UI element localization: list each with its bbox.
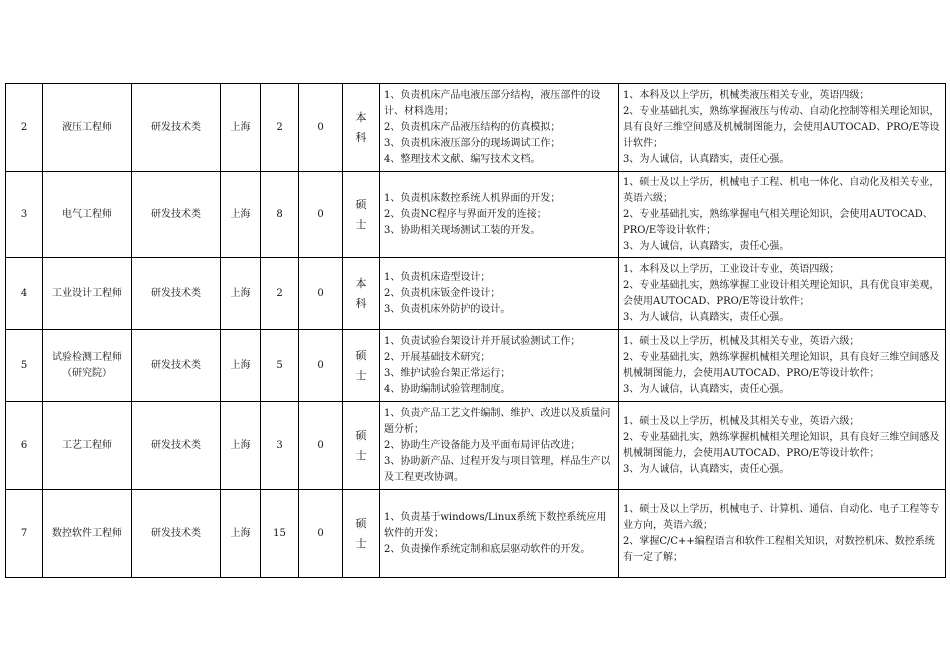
duty-item: 1、负责基于windows/Linux系统下数控系统应用软件的开发； xyxy=(384,511,607,539)
job-title: 工业设计工程师 xyxy=(52,287,122,299)
table-row xyxy=(6,330,946,402)
duty-item: 2、负责NC程序与界面开发的连接； xyxy=(384,208,547,220)
requirements-cell xyxy=(619,490,946,578)
education-cell xyxy=(343,490,380,578)
requirement-item: 3、为人诚信，认真踏实，责任心强。 xyxy=(623,463,790,475)
job-title: 试验检测工程师 xyxy=(52,351,122,363)
requirement-item: 3、为人诚信，认真踏实，责任心强。 xyxy=(623,153,790,165)
duty-item: 1、负责机床造型设计； xyxy=(384,271,491,283)
education-cell xyxy=(343,330,380,402)
education-level: 硕士 xyxy=(355,348,367,382)
duty-item: 3、维护试验台架正常运行； xyxy=(384,367,511,379)
requirements-cell xyxy=(619,172,946,258)
row-number: 7 xyxy=(6,490,43,578)
education-cell xyxy=(343,258,380,330)
requirement-item: 1、硕士及以上学历，机械电子、计算机、通信、自动化、电子工程等专业方向，英语六级； xyxy=(623,503,940,531)
requirement-item: 1、硕士及以上学历，机械及其相关专业，英语六级； xyxy=(623,335,860,347)
duty-item: 1、负责产品工艺文件编制、维护、改进以及质量问题分析； xyxy=(384,407,611,435)
headcount: 2 xyxy=(261,258,299,330)
requirement-item: 2、专业基础扎实，熟练掌握液压与传动、自动化控制等相关理论知识，具有良好三维空间感及机械制图能力，会使用AUTOCAD、PRO/E等设计软件； xyxy=(623,105,940,149)
job-location: 上海 xyxy=(221,84,261,172)
row-number: 3 xyxy=(6,172,43,258)
job-title-cell xyxy=(43,330,132,402)
job-title-cell xyxy=(43,172,132,258)
duties-cell xyxy=(380,84,619,172)
job-category: 研发技术类 xyxy=(132,402,221,490)
job-category: 研发技术类 xyxy=(132,330,221,402)
duty-item: 2、负责机床钣金件设计； xyxy=(384,287,501,299)
job-title: 数控软件工程师 xyxy=(52,527,122,539)
job-category: 研发技术类 xyxy=(132,172,221,258)
row-number: 4 xyxy=(6,258,43,330)
job-title-cell xyxy=(43,258,132,330)
job-category: 研发技术类 xyxy=(132,490,221,578)
job-title-note: （研究院） xyxy=(62,367,112,379)
job-location: 上海 xyxy=(221,172,261,258)
education-level: 硕士 xyxy=(355,197,367,231)
duty-item: 3、负责机床液压部分的现场调试工作； xyxy=(384,137,561,149)
table-row xyxy=(6,402,946,490)
job-category: 研发技术类 xyxy=(132,258,221,330)
extra-count: 0 xyxy=(299,402,343,490)
duty-item: 3、协助新产品、过程开发与项目管理，样品生产以及工程更改协调。 xyxy=(384,455,611,483)
job-title: 液压工程师 xyxy=(62,121,112,133)
duty-item: 1、负责机床数控系统人机界面的开发； xyxy=(384,192,561,204)
education-cell xyxy=(343,84,380,172)
duties-cell xyxy=(380,490,619,578)
requirements-cell xyxy=(619,402,946,490)
requirement-item: 1、本科及以上学历，工业设计专业，英语四级； xyxy=(623,263,840,275)
row-number: 6 xyxy=(6,402,43,490)
education-level: 本科 xyxy=(355,276,367,310)
duty-item: 4、协助编制试验管理制度。 xyxy=(384,383,511,395)
requirement-item: 3、为人诚信，认真踏实，责任心强。 xyxy=(623,383,790,395)
duties-cell xyxy=(380,330,619,402)
requirement-item: 1、硕士及以上学历，机械及其相关专业，英语六级； xyxy=(623,415,860,427)
job-category: 研发技术类 xyxy=(132,84,221,172)
headcount: 5 xyxy=(261,330,299,402)
extra-count: 0 xyxy=(299,490,343,578)
requirement-item: 2、掌握C/C++编程语言和软件工程相关知识，对数控机床、数控系统有一定了解； xyxy=(623,535,935,563)
headcount: 8 xyxy=(261,172,299,258)
requirement-item: 3、为人诚信，认真踏实，责任心强。 xyxy=(623,240,790,252)
education-cell xyxy=(343,172,380,258)
extra-count: 0 xyxy=(299,330,343,402)
extra-count: 0 xyxy=(299,84,343,172)
requirements-cell xyxy=(619,330,946,402)
job-table xyxy=(5,83,946,578)
job-location: 上海 xyxy=(221,490,261,578)
table-row xyxy=(6,258,946,330)
job-location: 上海 xyxy=(221,258,261,330)
duty-item: 1、负责试验台架设计并开展试验测试工作； xyxy=(384,335,581,347)
row-number: 5 xyxy=(6,330,43,402)
education-cell xyxy=(343,402,380,490)
requirement-item: 3、为人诚信，认真踏实，责任心强。 xyxy=(623,311,790,323)
requirements-cell xyxy=(619,258,946,330)
education-level: 本科 xyxy=(355,110,367,144)
requirement-item: 1、本科及以上学历，机械类液压相关专业，英语四级； xyxy=(623,89,870,101)
duty-item: 3、协助相关现场测试工装的开发。 xyxy=(384,224,541,236)
table-row xyxy=(6,490,946,578)
extra-count: 0 xyxy=(299,258,343,330)
job-location: 上海 xyxy=(221,330,261,402)
headcount: 2 xyxy=(261,84,299,172)
requirement-item: 2、专业基础扎实，熟练掌握工业设计相关理论知识，具有优良审美观，会使用AUTOCAD、PRO/E等设计软件； xyxy=(623,279,940,307)
job-title: 电气工程师 xyxy=(62,208,112,220)
duties-cell xyxy=(380,402,619,490)
extra-count: 0 xyxy=(299,172,343,258)
education-level: 硕士 xyxy=(355,428,367,462)
requirement-item: 2、专业基础扎实，熟练掌握机械相关理论知识，具有良好三维空间感及机械制图能力，会使用AUTOCAD、PRO/E等设计软件； xyxy=(623,431,940,459)
job-title-cell xyxy=(43,490,132,578)
table-row xyxy=(6,172,946,258)
table-row xyxy=(6,84,946,172)
duty-item: 2、负责机床产品液压结构的仿真模拟； xyxy=(384,121,561,133)
job-location: 上海 xyxy=(221,402,261,490)
duty-item: 2、开展基础技术研究； xyxy=(384,351,491,363)
duty-item: 3、负责机床外防护的设计。 xyxy=(384,303,511,315)
requirement-item: 2、专业基础扎实，熟练掌握电气相关理论知识，会使用AUTOCAD、PRO/E等设计软件； xyxy=(623,208,933,236)
requirements-cell xyxy=(619,84,946,172)
duty-item: 2、协助生产设备能力及平面布局评估改进； xyxy=(384,439,581,451)
job-title-cell xyxy=(43,402,132,490)
requirement-item: 2、专业基础扎实，熟练掌握机械相关理论知识，具有良好三维空间感及机械制图能力，会使用AUTOCAD、PRO/E等设计软件； xyxy=(623,351,940,379)
table-body xyxy=(6,84,946,578)
duty-item: 1、负责机床产品电液压部分结构，液压部件的设计、材料选用； xyxy=(384,89,601,117)
duties-cell xyxy=(380,172,619,258)
headcount: 3 xyxy=(261,402,299,490)
row-number: 2 xyxy=(6,84,43,172)
duty-item: 2、负责操作系统定制和底层驱动软件的开发。 xyxy=(384,543,591,555)
duties-cell xyxy=(380,258,619,330)
education-level: 硕士 xyxy=(355,516,367,550)
duty-item: 4、整理技术文献、编写技术文档。 xyxy=(384,153,541,165)
job-title: 工艺工程师 xyxy=(62,439,112,451)
requirement-item: 1、硕士及以上学历，机械电子工程、机电一体化、自动化及相关专业，英语六级； xyxy=(623,176,940,204)
headcount: 15 xyxy=(261,490,299,578)
job-title-cell xyxy=(43,84,132,172)
